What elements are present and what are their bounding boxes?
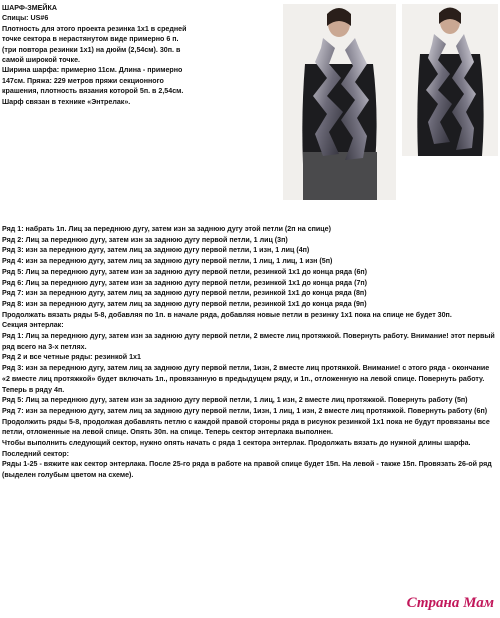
instruction-line: Последний сектор: — [2, 449, 69, 458]
intro-line: Ширина шарфа: примерно 11см. Длина - примерно — [2, 66, 183, 75]
site-logo — [376, 588, 496, 614]
instruction-line: Ряд 6: Лиц за переднюю дугу, затем изн за заднюю дугу первой петли, резинкой 1х1 до конца ряда (7п) — [2, 278, 368, 287]
instruction-line: Ряд 7: изн за переднюю дугу, затем лиц за заднюю дугу первой петли, 1изн, 1 лиц, 1 изн, 2 вместе лиц протяжкой. Повернуть работу (6п) — [2, 406, 488, 415]
instruction-line: Ряд 4: изн за переднюю дугу, затем лиц за заднюю дугу первой петли, 1 лиц, 1 лиц, 1 изн (5п) — [2, 257, 333, 266]
instruction-line: Ряд 7: изн за переднюю дугу, затем лиц за заднюю дугу первой петли, резинкой 1х1 до конца ряда (8п) — [2, 289, 367, 298]
intro-line: (три повтора резинки 1х1) на дюйм (2,54см). 30п. в — [2, 45, 181, 54]
instruction-line: Ряды 1-25 - вяжите как сектор энтерлака. После 25-го ряда в работе на правой спице будет 15п. На левой - также 15п. Провязать 26-ой ряд (выделен голубым цветом на схеме). — [2, 460, 492, 480]
instruction-line: Чтобы выполнить следующий сектор, нужно опять начать с ряда 1 сектора энтерлак. Продолжать вязать до нужной длины шарфа. — [2, 439, 471, 448]
instruction-line: Ряд 5: Лиц за переднюю дугу, затем изн за заднюю дугу первой петли, 1 лиц, 1 изн, 2 вместе лиц протяжкой. Повернуть работу (5п) — [2, 396, 468, 405]
instruction-line: Ряд 2: Лиц за переднюю дугу, затем изн за заднюю дугу первой петли, 1 лиц (3п) — [2, 235, 288, 244]
instruction-line: Ряд 2 и все четные ряды: резинкой 1х1 — [2, 353, 141, 362]
scarf-photo-illustration — [402, 4, 498, 156]
intro-line: крашения, плотность вязания которой 5п. в 2,54см. — [2, 87, 184, 96]
instruction-line: Секция энтерлак: — [2, 321, 64, 330]
scarf-photo-illustration — [283, 4, 396, 200]
instruction-line: Ряд 8: изн за переднюю дугу, затем лиц за заднюю дугу первой петли, резинкой 1х1 до конца ряда (9п) — [2, 299, 367, 308]
intro-line: самой широкой точке. — [2, 56, 80, 65]
logo-text: Страна Мам — [406, 595, 494, 611]
instruction-line: Продолжить ряды 5-8, продолжая добавлять петлю с каждой правой стороны ряда в рисунок резинкой 1х1 пока не будут провязаны все петли, отложенные на левой спице. Опять 30п. на спице. Теперь сектор энтерлака выполнен. — [2, 417, 490, 437]
intro-line: точке сектора в нерастянутом виде примерно 6 п. — [2, 35, 179, 44]
intro-line: Плотность для этого проекта резинка 1х1 в средней — [2, 24, 187, 33]
instruction-line: Продолжать вязать ряды 5-8, добавляя по 1п. в начале ряда, добавляя новые петли в резинку 1х1 пока на спице не будет 30п. — [2, 310, 452, 319]
photo-scarf-side — [402, 4, 498, 156]
intro-text — [2, 3, 290, 107]
instruction-line: Ряд 1: набрать 1п. Лиц за переднюю дугу, затем изн за заднюю дугу этой петли (2п на спице) — [2, 225, 331, 233]
instruction-line: Ряд 5: Лиц за переднюю дугу, затем изн за заднюю дугу первой петли, резинкой 1х1 до конца ряда (6п) — [2, 267, 368, 276]
instruction-line: Ряд 3: изн за переднюю дугу, затем лиц за заднюю дугу первой петли, 1изн, 2 вместе лиц протяжкой. Внимание! с этого ряда - окончание «2 вместе лиц протяжкой» будет включать 1п., провязанную в предыдущем ряду, и 1п., отложенную на левой спице. Повернуть работу. Теперь в ряду 4п. — [2, 364, 490, 394]
intro-line: Спицы: US#6 — [2, 14, 49, 23]
intro-line: Шарф связан в технике «Энтрелак». — [2, 97, 131, 106]
instructions — [2, 224, 498, 481]
intro-line: 147см. Пряжа: 229 метров пряжи секционного — [2, 76, 164, 85]
instruction-line: Ряд 3: изн за переднюю дугу, затем лиц за заднюю дугу первой петли, 1 изн, 1 лиц (4п) — [2, 246, 310, 255]
photo-scarf-front — [283, 4, 396, 200]
instruction-line: Ряд 1: Лиц за переднюю дугу, затем изн за заднюю дугу первой петли, 2 вместе лиц протяжкой. Повернуть работу. Внимание! этот первый ряд всего на 3-х петлях. — [2, 332, 495, 351]
intro-line: ШАРФ-ЗМЕЙКА — [2, 4, 57, 12]
